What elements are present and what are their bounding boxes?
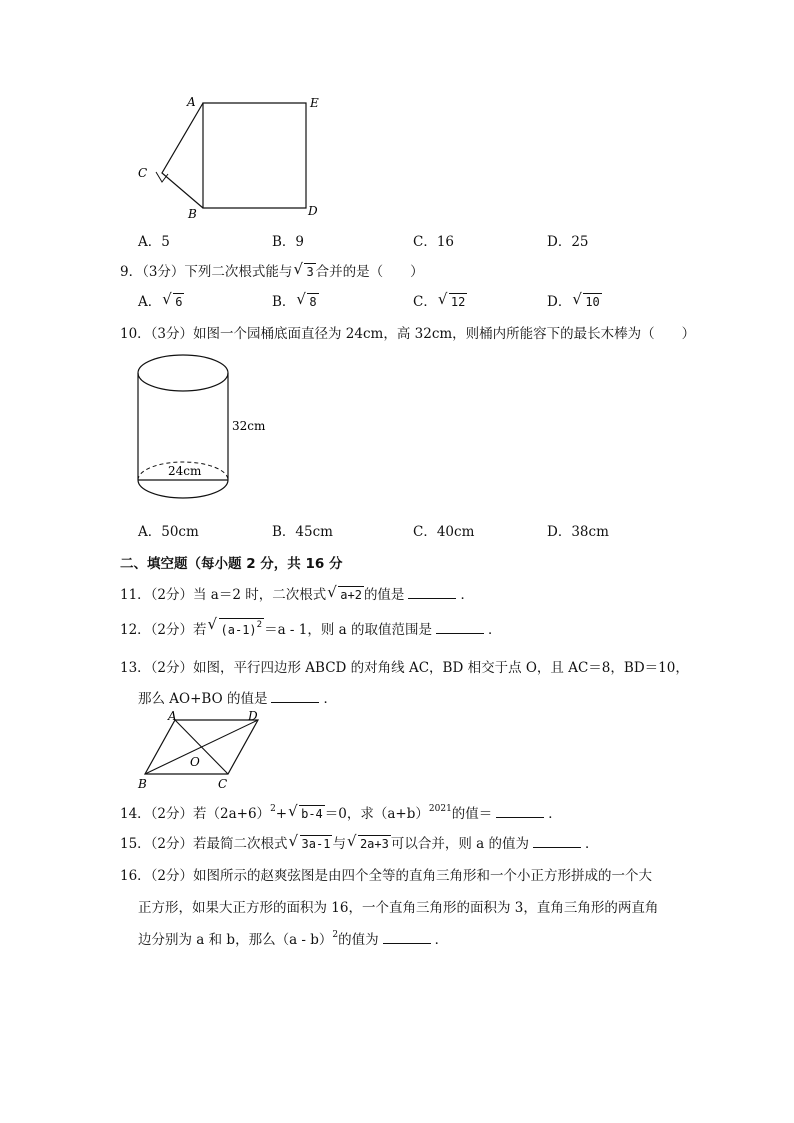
q9-suffix: 合并的是（ ） — [315, 264, 424, 280]
q9-option-b: B．√ 8 — [272, 290, 319, 310]
q15-stem: 15．（2分）若最简二次根式√ 3a-1 与√ 2a+3 可以合并，则 a 的值为 ． — [120, 832, 598, 852]
label-c: C — [138, 166, 148, 180]
q16-line2: 正方形，如果大正方形的面积为 16，一个直角三角形的面积为 3，直角三角形的两直角 — [138, 900, 659, 916]
label-a2: A — [168, 709, 177, 723]
q10-option-d: D．38cm — [547, 524, 609, 540]
q8-option-d: D．25 — [547, 234, 589, 250]
square-triangle-figure — [130, 90, 330, 225]
q11-blank[interactable] — [408, 586, 456, 599]
q8-option-c: C．16 — [413, 234, 455, 250]
label-o: O — [190, 755, 200, 769]
q8-option-a: A．5 — [138, 234, 170, 250]
q9-stem — [120, 260, 424, 280]
q13-line1: 13．（2分）如图，平行四边形 ABCD 的对角线 AC，BD 相交于点 O，且 AC＝8，BD＝10， — [120, 660, 689, 676]
q11-stem: 11．（2分）当 a＝2 时，二次根式√ a+2 的值是 ． — [120, 583, 474, 603]
height-label: 32cm — [232, 419, 266, 433]
q10-option-c: C．40cm — [413, 524, 475, 540]
label-d2: D — [248, 709, 258, 723]
q12-blank[interactable] — [436, 621, 484, 634]
q8-option-b: B．9 — [272, 234, 305, 250]
q16-blank[interactable] — [383, 931, 431, 944]
q9-sqrt — [294, 263, 315, 280]
label-c2: C — [218, 777, 228, 791]
q14-blank[interactable] — [496, 805, 544, 818]
label-d: D — [308, 204, 318, 218]
q9-prefix: 9．（3分）下列二次根式能与 — [120, 264, 293, 280]
label-b: B — [188, 207, 197, 221]
q10-option-b: B．45cm — [272, 524, 333, 540]
q9-option-c: C．√ 12 — [413, 290, 467, 310]
diameter-label: 24cm — [168, 464, 202, 478]
q16-line1: 16．（2分）如图所示的赵爽弦图是由四个全等的直角三角形和一个小正方形拼成的一个大 — [120, 868, 653, 884]
q10-option-a: A．50cm — [138, 524, 199, 540]
q9-radicand: 3 — [306, 265, 314, 279]
q16-line3: 边分别为 a 和 b，那么（a - b）$^2$的值为 ． — [138, 929, 449, 948]
q12-stem: 12．（2分）若√ $(a-1)^2 =a - 1$，则 a 的取值范围是 ． — [120, 618, 502, 638]
label-a: A — [187, 95, 196, 109]
q15-blank[interactable] — [533, 835, 581, 848]
q9-option-d: D．√ 10 — [547, 290, 602, 310]
cylinder-figure — [130, 350, 280, 510]
parallelogram-figure — [130, 708, 270, 796]
q13-line2: 那么 AO+BO 的值是 ． — [138, 691, 337, 707]
q9-option-a: A．√ 6 — [138, 290, 184, 310]
q14-stem: 14．（2分）若$(2a+6)^2+√$ b-4 ＝0，求$(a+b)^{2021}$的值＝ ． — [120, 802, 562, 822]
label-b2: B — [138, 777, 147, 791]
section-heading: 二、填空题（每小题 2 分，共 16 分 — [120, 556, 343, 572]
q13-blank[interactable] — [271, 690, 319, 703]
label-e: E — [310, 96, 319, 110]
q10-stem: 10．（3分）如图一个园桶底面直径为 24cm，高 32cm，则桶内所能容下的最长木棒为（ ） — [120, 326, 696, 342]
